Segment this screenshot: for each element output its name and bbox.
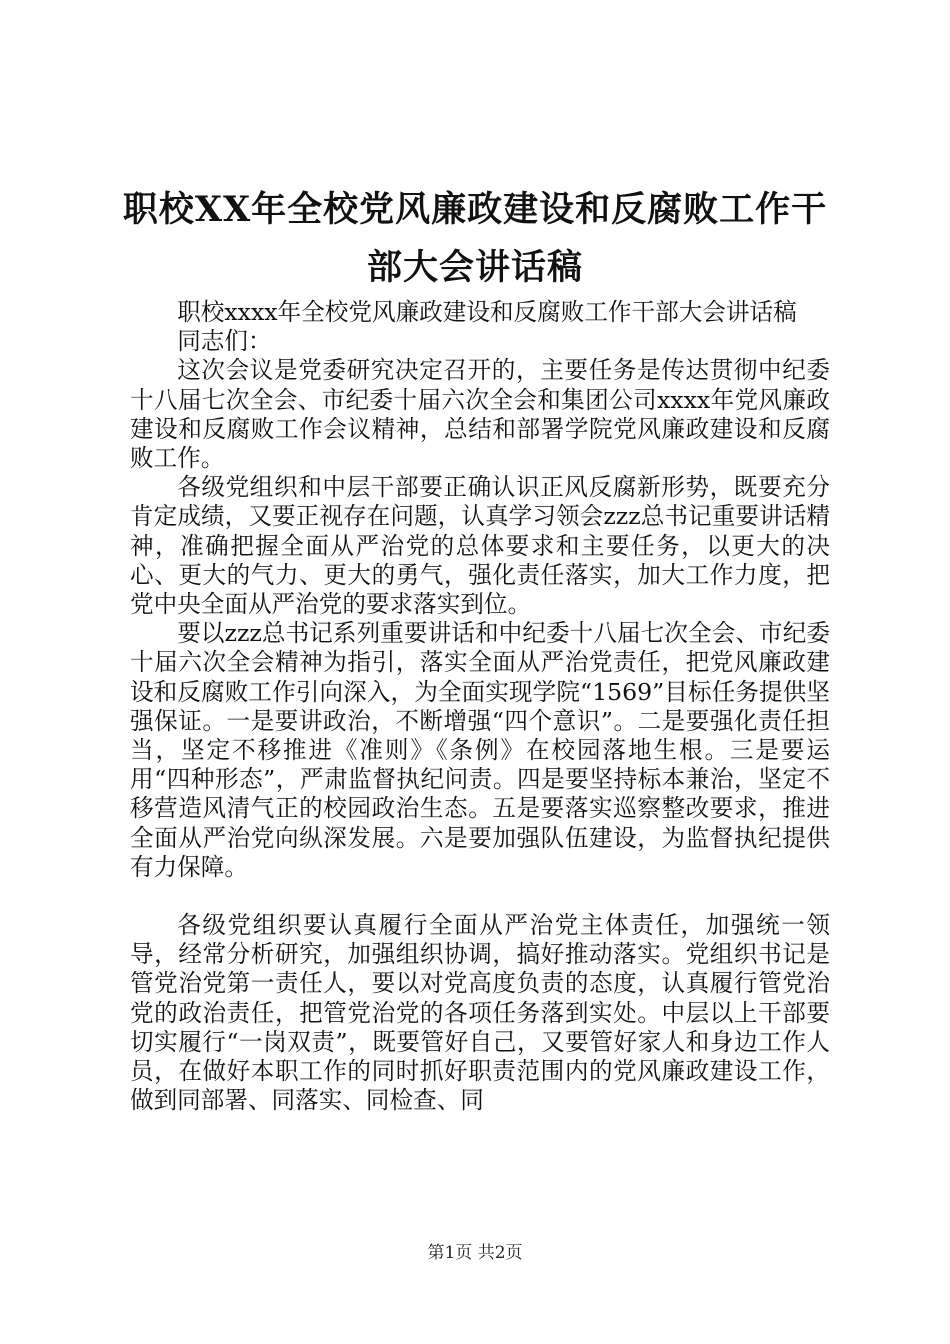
document-title-line-1: 职校XX年全校党风廉政建设和反腐败工作干 bbox=[122, 189, 828, 230]
paragraph-guidance: 要以zzz总书记系列重要讲话和中纪委十八届七次全会、市纪委十届六次全会精神为指引，落实全面从严治党责任，把党风廉政建设和反腐败工作引向深入，为全面实现学院“1569”目标任务提供坚强保证。一是要讲政治，不断增强“四个意识”。二是要强化责任担当，坚定不移推进《准则》《条例》在校园落地生根。三是要运用“四种形态”，严肃监督执纪问责。四是要坚持标本兼治，坚定不移营造风清气正的校园政治生态。五是要落实巡察整改要求，推进全面从严治党向纵深发展。六是要加强队伍建设，为监督执纪提供有力保障。 bbox=[130, 619, 830, 881]
paragraph-responsibility: 各级党组织要认真履行全面从严治党主体责任，加强统一领导，经常分析研究，加强组织协调，搞好推动落实。党组织书记是管党治党第一责任人，要以对党高度负责的态度，认真履行管党治党的政治责任，把管党治党的各项任务落到实处。中层以上干部要切实履行“一岗双责”，既要管好自己，又要管好家人和身边工作人员，在做好本职工作的同时抓好职责范围内的党风廉政建设工作，做到同部署、同落实、同检查、同 bbox=[130, 911, 830, 1115]
page-footer: 第1页 共2页 bbox=[427, 1243, 523, 1263]
document-body bbox=[130, 298, 830, 1115]
document-title-line-2: 部大会讲话稿 bbox=[366, 247, 583, 288]
paragraph-meeting-purpose: 这次会议是党委研究决定召开的，主要任务是传达贯彻中纪委十八届七次全会、市纪委十届六次全会和集团公司xxxx年党风廉政建设和反腐败工作会议精神，总结和部署学院党风廉政建设和反腐败工作。 bbox=[130, 356, 830, 473]
paragraph-salutation: 同志们： bbox=[177, 327, 272, 356]
paragraph-situation: 各级党组织和中层干部要正确认识正风反腐新形势，既要充分肯定成绩，又要正视存在问题，认真学习领会zzz总书记重要讲话精神，准确把握全面从严治党的总体要求和主要任务，以更大的决心、更大的气力、更大的勇气，强化责任落实，加大工作力度，把党中央全面从严治党的要求落实到位。 bbox=[130, 473, 830, 619]
paragraph-heading: 职校xxxx年全校党风廉政建设和反腐败工作干部大会讲话稿 bbox=[177, 298, 797, 326]
